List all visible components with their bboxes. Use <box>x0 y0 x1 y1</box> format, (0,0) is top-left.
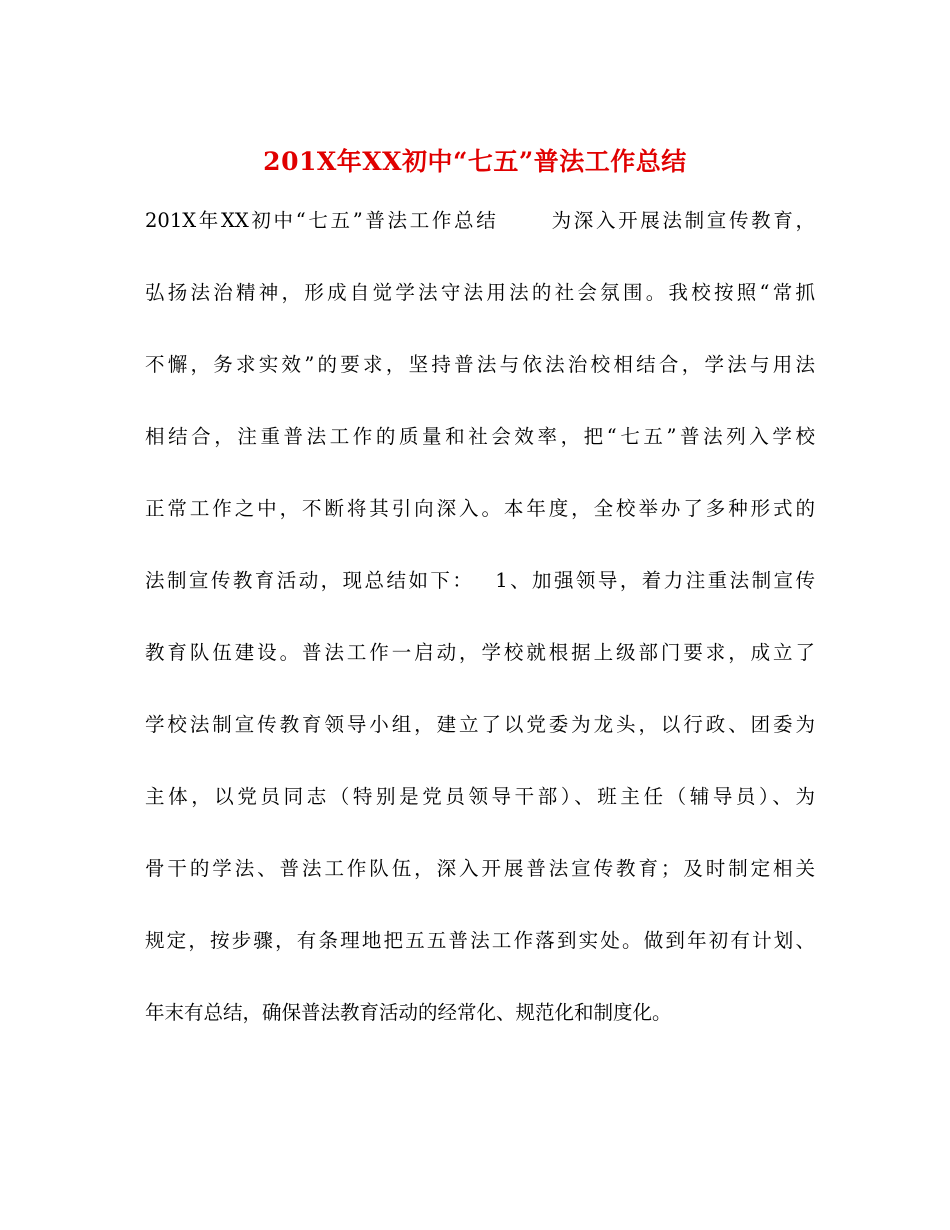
body-line: 弘扬法治精神，形成自觉学法守法用法的社会氛围。我校按照“常抓 <box>145 281 815 304</box>
body-line: 规定，按步骤，有条理地把五五普法工作落到实处。做到年初有计划、 <box>145 929 815 952</box>
body-line: 不懈，务求实效”的要求，坚持普法与依法治校相结合，学法与用法 <box>145 353 815 376</box>
document-title: 201X年XX初中“七五”普法工作总结 <box>263 147 687 176</box>
document-body <box>145 200 815 1064</box>
body-line: 教育队伍建设。普法工作一启动，学校就根据上级部门要求，成立了 <box>145 641 815 664</box>
body-line: 201X年XX初中“七五”普法工作总结 为深入开展法制宣传教育， <box>145 209 815 232</box>
body-line: 学校法制宣传教育领导小组，建立了以党委为龙头，以行政、团委为 <box>145 713 815 736</box>
body-line: 相结合，注重普法工作的质量和社会效率，把“七五”普法列入学校 <box>145 425 815 448</box>
body-line: 正常工作之中，不断将其引向深入。本年度，全校举办了多种形式的 <box>145 497 815 520</box>
body-line: 法制宣传教育活动，现总结如下： 1、加强领导，着力注重法制宣传 <box>145 569 815 592</box>
body-line: 骨干的学法、普法工作队伍，深入开展普法宣传教育；及时制定相关 <box>145 857 815 880</box>
body-line: 年末有总结，确保普法教育活动的经常化、规范化和制度化。 <box>145 1001 672 1024</box>
body-line: 主体，以党员同志（特别是党员领导干部）、班主任（辅导员）、为 <box>145 785 815 808</box>
